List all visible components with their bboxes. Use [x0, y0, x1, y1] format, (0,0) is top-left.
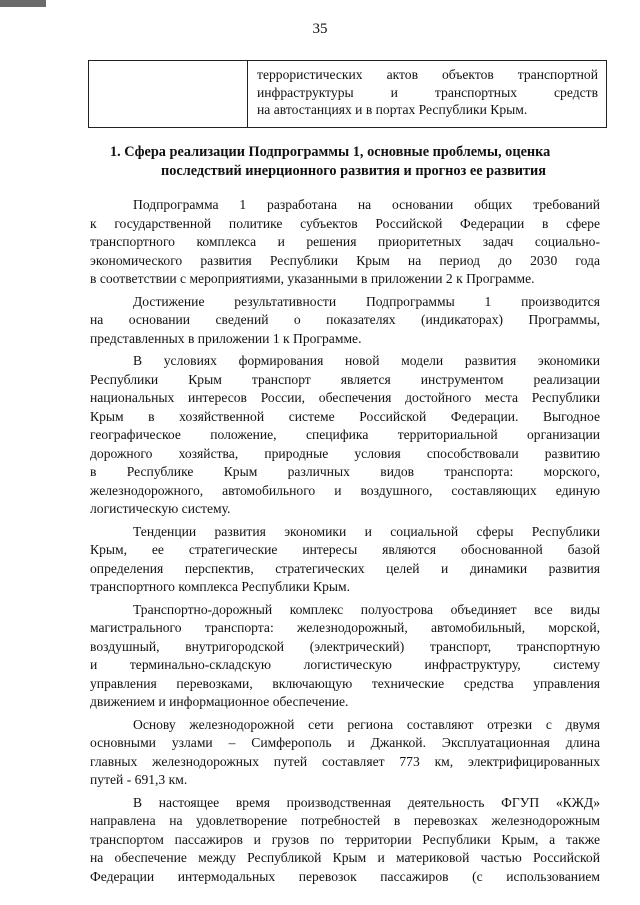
text-line: движением и информационное обеспечение. [90, 694, 349, 709]
continued-table [88, 60, 607, 128]
table-empty-cell [89, 61, 248, 127]
table-line: на автостанциях и в портах Республики Крым. [257, 102, 528, 117]
text-line: в соответствии с мероприятиями, указанными в приложении 2 к Программе. [90, 271, 535, 286]
text-line: Федерации интермодальных перевозок пассажиров (с использованием [90, 868, 600, 884]
paragraph [90, 293, 600, 349]
text-line: главных железнодорожных путей составляет 773 км, электрифицированных [90, 753, 600, 769]
text-line: определения перспектив, стратегических целей и динамики развития [90, 560, 600, 576]
paragraph [90, 716, 600, 790]
text-line: логистическую систему. [90, 501, 231, 516]
text-line: дорожного хозяйства, природные условия способствовали развитию [90, 445, 600, 461]
text-line: транспортом пассажиров и грузов по территории Республики Крым, а также [90, 831, 600, 847]
paragraph [90, 352, 600, 519]
text-line: на основании сведений о показателях (индикаторах) Программы, [90, 312, 600, 327]
section-heading-line: 1. Сфера реализации Подпрограммы 1, основные проблемы, оценка [110, 144, 551, 160]
text-line: представленных в приложении 1 к Программе. [90, 330, 362, 346]
text-line: Транспортно-дорожный комплекс полуострова объединяет все виды [133, 601, 600, 617]
text-line: управления перевозками, включающую технические средства управления [90, 675, 600, 691]
table-text-cell [248, 61, 606, 127]
text-line: и терминально-складскую логистическую инфраструктуру, систему [90, 657, 600, 672]
text-line: направлена на удовлетворение потребностей в перевозках железнодорожным [90, 813, 600, 828]
text-line: географическое положение, специфика территориальной организации [90, 427, 600, 442]
text-line: Крым, ее стратегические интересы являются обоснованной базой [90, 542, 600, 557]
text-line: основными узлами – Симферополь и Джанкой. Эксплуатационная длина [90, 735, 600, 750]
section-heading-line: последствий инерционного развития и прогноз ее развития [161, 162, 546, 179]
text-line: железнодорожного, автомобильного и воздушного, составляющих единую [90, 482, 600, 498]
text-line: Тенденции развития экономики и социальной сферы Республики [133, 523, 600, 539]
paragraph [90, 196, 600, 289]
document-body [90, 196, 600, 890]
text-line: Достижение результативности Подпрограммы 1 производится [133, 293, 600, 309]
section-heading [110, 143, 600, 180]
paragraph [90, 794, 600, 887]
paragraph [90, 523, 600, 597]
text-line: Основу железнодорожной сети региона составляют отрезки с двумя [133, 716, 600, 732]
text-line: на обеспечение между Республикой Крым и материковой частью Российской [90, 850, 600, 865]
text-line: в Республике Крым различных видов транспорта: морского, [90, 464, 600, 479]
paragraph [90, 601, 600, 712]
text-line: экономического развития Республики Крым на период до 2030 года [90, 252, 600, 268]
text-line: В настоящее время производственная деятельность ФГУП «КЖД» [133, 794, 600, 810]
text-line: воздушный, внутригородской (электрический) транспорт, транспортную [90, 638, 600, 654]
text-line: Республики Крым транспорт является инструментом реализации [90, 371, 600, 387]
text-line: транспортного комплекса Республики Крым. [90, 579, 351, 594]
text-line: Подпрограмма 1 разработана на основании общих требований [133, 197, 600, 212]
text-line: путей - 691,3 км. [90, 772, 188, 787]
text-line: магистрального транспорта: железнодорожный, автомобильный, морской, [90, 620, 600, 635]
table-line: инфраструктуры и транспортных средств [257, 84, 598, 100]
text-line: транспортного комплекса и решения приоритетных задач социально- [90, 234, 600, 249]
table-line: террористических актов объектов транспортной [257, 67, 598, 82]
text-line: В условиях формирования новой модели развития экономики [133, 353, 600, 368]
scan-artifact-mark [0, 0, 46, 7]
page-number: 35 [312, 21, 328, 37]
text-line: национальных интересов России, обеспечения достойного места Республики [90, 390, 600, 405]
text-line: к государственной политике субъектов Российской Федерации в сфере [90, 215, 600, 231]
text-line: Крым в хозяйственной системе Российской Федерации. Выгодное [90, 408, 600, 424]
